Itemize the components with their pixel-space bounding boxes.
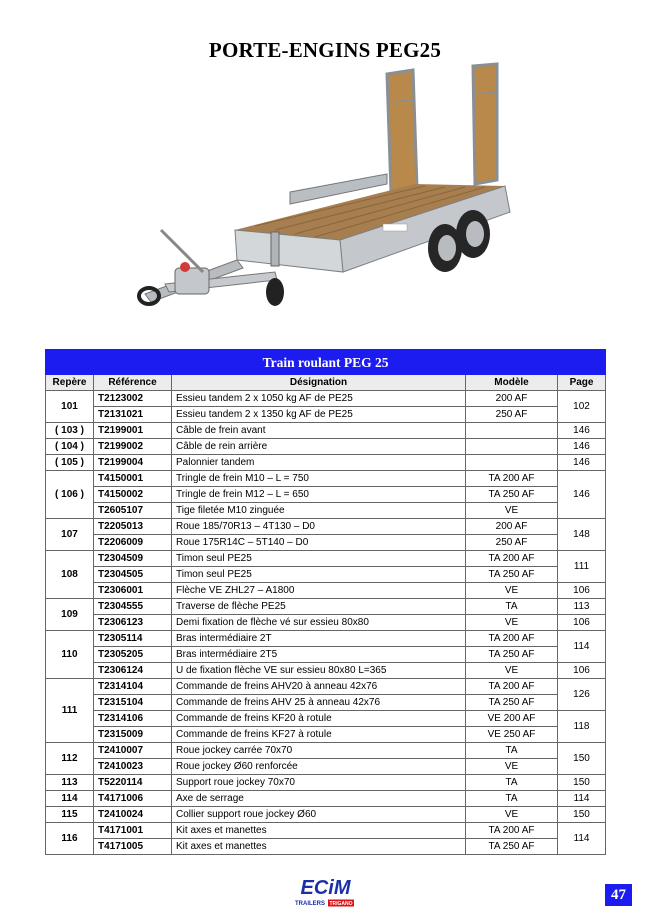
cell-modele: VE xyxy=(466,663,558,679)
cell-reference: T2410024 xyxy=(94,807,172,823)
table-row xyxy=(46,487,606,503)
cell-reference: T2199001 xyxy=(94,423,172,439)
cell-modele: TA 250 AF xyxy=(466,695,558,711)
cell-reference: T2199004 xyxy=(94,455,172,471)
cell-reference: T2123002 xyxy=(94,391,172,407)
cell-modele xyxy=(466,423,558,439)
cell-repere: 114 xyxy=(46,791,94,807)
table-header-row xyxy=(46,375,606,391)
cell-reference: T2306123 xyxy=(94,615,172,631)
table-row xyxy=(46,647,606,663)
table-row xyxy=(46,551,606,567)
page-number: 47 xyxy=(605,884,632,906)
table-row xyxy=(46,455,606,471)
cell-reference: T2131021 xyxy=(94,407,172,423)
cell-designation: Roue jockey carrée 70x70 xyxy=(172,743,466,759)
header-repere: Repère xyxy=(46,375,94,391)
table-row xyxy=(46,663,606,679)
logo-sub-text: TRAILERS xyxy=(295,901,325,907)
cell-designation: Collier support roue jockey Ø60 xyxy=(172,807,466,823)
cell-modele: 250 AF xyxy=(466,407,558,423)
cell-repere: 110 xyxy=(46,631,94,679)
cell-page: 146 xyxy=(558,455,606,471)
table-row xyxy=(46,519,606,535)
cell-reference: T4171006 xyxy=(94,791,172,807)
cell-reference: T2305205 xyxy=(94,647,172,663)
cell-reference: T2315009 xyxy=(94,727,172,743)
table-row xyxy=(46,839,606,855)
table-row xyxy=(46,823,606,839)
cell-designation: Tringle de frein M10 – L = 750 xyxy=(172,471,466,487)
table-row xyxy=(46,791,606,807)
cell-page: 148 xyxy=(558,519,606,551)
cell-modele: TA 250 AF xyxy=(466,567,558,583)
cell-page: 113 xyxy=(558,599,606,615)
cell-repere: 115 xyxy=(46,807,94,823)
cell-modele: VE xyxy=(466,583,558,599)
logo-brand-text: TRIGANO xyxy=(329,901,353,907)
cell-designation: Roue 185/70R13 – 4T130 – D0 xyxy=(172,519,466,535)
table-row xyxy=(46,679,606,695)
cell-designation: Kit axes et manettes xyxy=(172,823,466,839)
cell-designation: Kit axes et manettes xyxy=(172,839,466,855)
table-row xyxy=(46,711,606,727)
cell-reference: T2199002 xyxy=(94,439,172,455)
cell-reference: T2314104 xyxy=(94,679,172,695)
cell-modele: TA xyxy=(466,775,558,791)
cell-page: 126 xyxy=(558,679,606,711)
cell-page: 106 xyxy=(558,583,606,599)
cell-page: 150 xyxy=(558,807,606,823)
cell-designation: Flèche VE ZHL27 – A1800 xyxy=(172,583,466,599)
page-title: PORTE-ENGINS PEG25 xyxy=(208,38,442,62)
logo-main-text: ECiM xyxy=(300,877,351,899)
cell-designation: Timon seul PE25 xyxy=(172,551,466,567)
cell-modele: VE xyxy=(466,615,558,631)
cell-designation: Tringle de frein M12 – L = 650 xyxy=(172,487,466,503)
cell-page: 106 xyxy=(558,615,606,631)
table-body xyxy=(46,391,606,855)
cell-repere: ( 106 ) xyxy=(46,471,94,519)
cell-reference: T2410023 xyxy=(94,759,172,775)
cell-page: 146 xyxy=(558,471,606,519)
cell-reference: T2306124 xyxy=(94,663,172,679)
cell-reference: T4171001 xyxy=(94,823,172,839)
header-modele: Modèle xyxy=(466,375,558,391)
cell-modele: VE xyxy=(466,759,558,775)
cell-modele xyxy=(466,455,558,471)
cell-page: 106 xyxy=(558,663,606,679)
cell-reference: T2206009 xyxy=(94,535,172,551)
table-row xyxy=(46,567,606,583)
cell-reference: T2304505 xyxy=(94,567,172,583)
cell-reference: T2304555 xyxy=(94,599,172,615)
table-row xyxy=(46,583,606,599)
cell-modele: VE 250 AF xyxy=(466,727,558,743)
cell-page: 146 xyxy=(558,423,606,439)
cell-repere: ( 104 ) xyxy=(46,439,94,455)
cell-reference: T2205013 xyxy=(94,519,172,535)
table-row xyxy=(46,631,606,647)
cell-designation: Bras intermédiaire 2T5 xyxy=(172,647,466,663)
cell-page: 114 xyxy=(558,791,606,807)
cell-reference: T5220114 xyxy=(94,775,172,791)
cell-designation: Essieu tandem 2 x 1050 kg AF de PE25 xyxy=(172,391,466,407)
cell-modele: 250 AF xyxy=(466,535,558,551)
table-row xyxy=(46,503,606,519)
table-row xyxy=(46,391,606,407)
cell-modele: 200 AF xyxy=(466,391,558,407)
cell-repere: ( 105 ) xyxy=(46,455,94,471)
cell-designation: Essieu tandem 2 x 1350 kg AF de PE25 xyxy=(172,407,466,423)
cell-modele: TA 250 AF xyxy=(466,839,558,855)
table-row xyxy=(46,407,606,423)
cell-modele: TA xyxy=(466,791,558,807)
cell-reference: T2305114 xyxy=(94,631,172,647)
cell-page: 118 xyxy=(558,711,606,743)
cell-reference: T2410007 xyxy=(94,743,172,759)
cell-designation: Traverse de flèche PE25 xyxy=(172,599,466,615)
cell-repere: 107 xyxy=(46,519,94,551)
table-row xyxy=(46,775,606,791)
trailer-photo xyxy=(125,62,525,314)
table-row xyxy=(46,727,606,743)
table-row xyxy=(46,743,606,759)
cell-modele xyxy=(466,439,558,455)
parts-table xyxy=(45,349,606,855)
cell-designation: Tige filetée M10 zinguée xyxy=(172,503,466,519)
cell-reference: T2315104 xyxy=(94,695,172,711)
cell-modele: 200 AF xyxy=(466,519,558,535)
table-row xyxy=(46,695,606,711)
cell-page: 150 xyxy=(558,743,606,775)
cell-page: 102 xyxy=(558,391,606,423)
cell-modele: TA 200 AF xyxy=(466,471,558,487)
cell-modele: VE xyxy=(466,807,558,823)
cell-designation: Axe de serrage xyxy=(172,791,466,807)
cell-modele: TA 200 AF xyxy=(466,679,558,695)
cell-repere: 116 xyxy=(46,823,94,855)
cell-designation: Timon seul PE25 xyxy=(172,567,466,583)
cell-repere: ( 103 ) xyxy=(46,423,94,439)
table-row xyxy=(46,423,606,439)
cell-modele: TA xyxy=(466,743,558,759)
cell-page: 111 xyxy=(558,551,606,583)
cell-modele: VE xyxy=(466,503,558,519)
cell-designation: Support roue jockey 70x70 xyxy=(172,775,466,791)
cell-designation: Roue 175R14C – 5T140 – D0 xyxy=(172,535,466,551)
cell-designation: Commande de freins KF20 à rotule xyxy=(172,711,466,727)
cell-repere: 109 xyxy=(46,599,94,631)
header-reference: Référence xyxy=(94,375,172,391)
cell-designation: Câble de rein arrière xyxy=(172,439,466,455)
table-row xyxy=(46,471,606,487)
cell-repere: 108 xyxy=(46,551,94,599)
cell-modele: TA 200 AF xyxy=(466,551,558,567)
table-row xyxy=(46,615,606,631)
table-row xyxy=(46,759,606,775)
header-page: Page xyxy=(558,375,606,391)
cell-reference: T2306001 xyxy=(94,583,172,599)
table-banner: Train roulant PEG 25 xyxy=(46,350,606,375)
ecim-logo xyxy=(288,875,363,909)
cell-repere: 112 xyxy=(46,743,94,775)
cell-page: 150 xyxy=(558,775,606,791)
header-designation: Désignation xyxy=(172,375,466,391)
cell-page: 114 xyxy=(558,823,606,855)
cell-repere: 111 xyxy=(46,679,94,743)
cell-designation: Câble de frein avant xyxy=(172,423,466,439)
cell-designation: Bras intermédiaire 2T xyxy=(172,631,466,647)
table-row xyxy=(46,807,606,823)
cell-reference: T4150002 xyxy=(94,487,172,503)
cell-designation: Roue jockey Ø60 renforcée xyxy=(172,759,466,775)
cell-modele: TA 200 AF xyxy=(466,823,558,839)
cell-repere: 113 xyxy=(46,775,94,791)
cell-reference: T4150001 xyxy=(94,471,172,487)
cell-modele: TA 200 AF xyxy=(466,631,558,647)
cell-modele: VE 200 AF xyxy=(466,711,558,727)
cell-repere: 101 xyxy=(46,391,94,423)
cell-designation: U de fixation flèche VE sur essieu 80x80 L=365 xyxy=(172,663,466,679)
cell-designation: Demi fixation de flèche vé sur essieu 80x80 xyxy=(172,615,466,631)
cell-modele: TA 250 AF xyxy=(466,487,558,503)
cell-reference: T2304509 xyxy=(94,551,172,567)
table-row xyxy=(46,599,606,615)
cell-page: 114 xyxy=(558,631,606,663)
cell-designation: Commande de freins KF27 à rotule xyxy=(172,727,466,743)
cell-page: 146 xyxy=(558,439,606,455)
cell-modele: TA xyxy=(466,599,558,615)
table-row xyxy=(46,439,606,455)
cell-reference: T2605107 xyxy=(94,503,172,519)
cell-designation: Commande de freins AHV 25 à anneau 42x76 xyxy=(172,695,466,711)
table-row xyxy=(46,535,606,551)
cell-designation: Palonnier tandem xyxy=(172,455,466,471)
cell-designation: Commande de freins AHV20 à anneau 42x76 xyxy=(172,679,466,695)
cell-reference: T4171005 xyxy=(94,839,172,855)
cell-reference: T2314106 xyxy=(94,711,172,727)
cell-modele: TA 250 AF xyxy=(466,647,558,663)
